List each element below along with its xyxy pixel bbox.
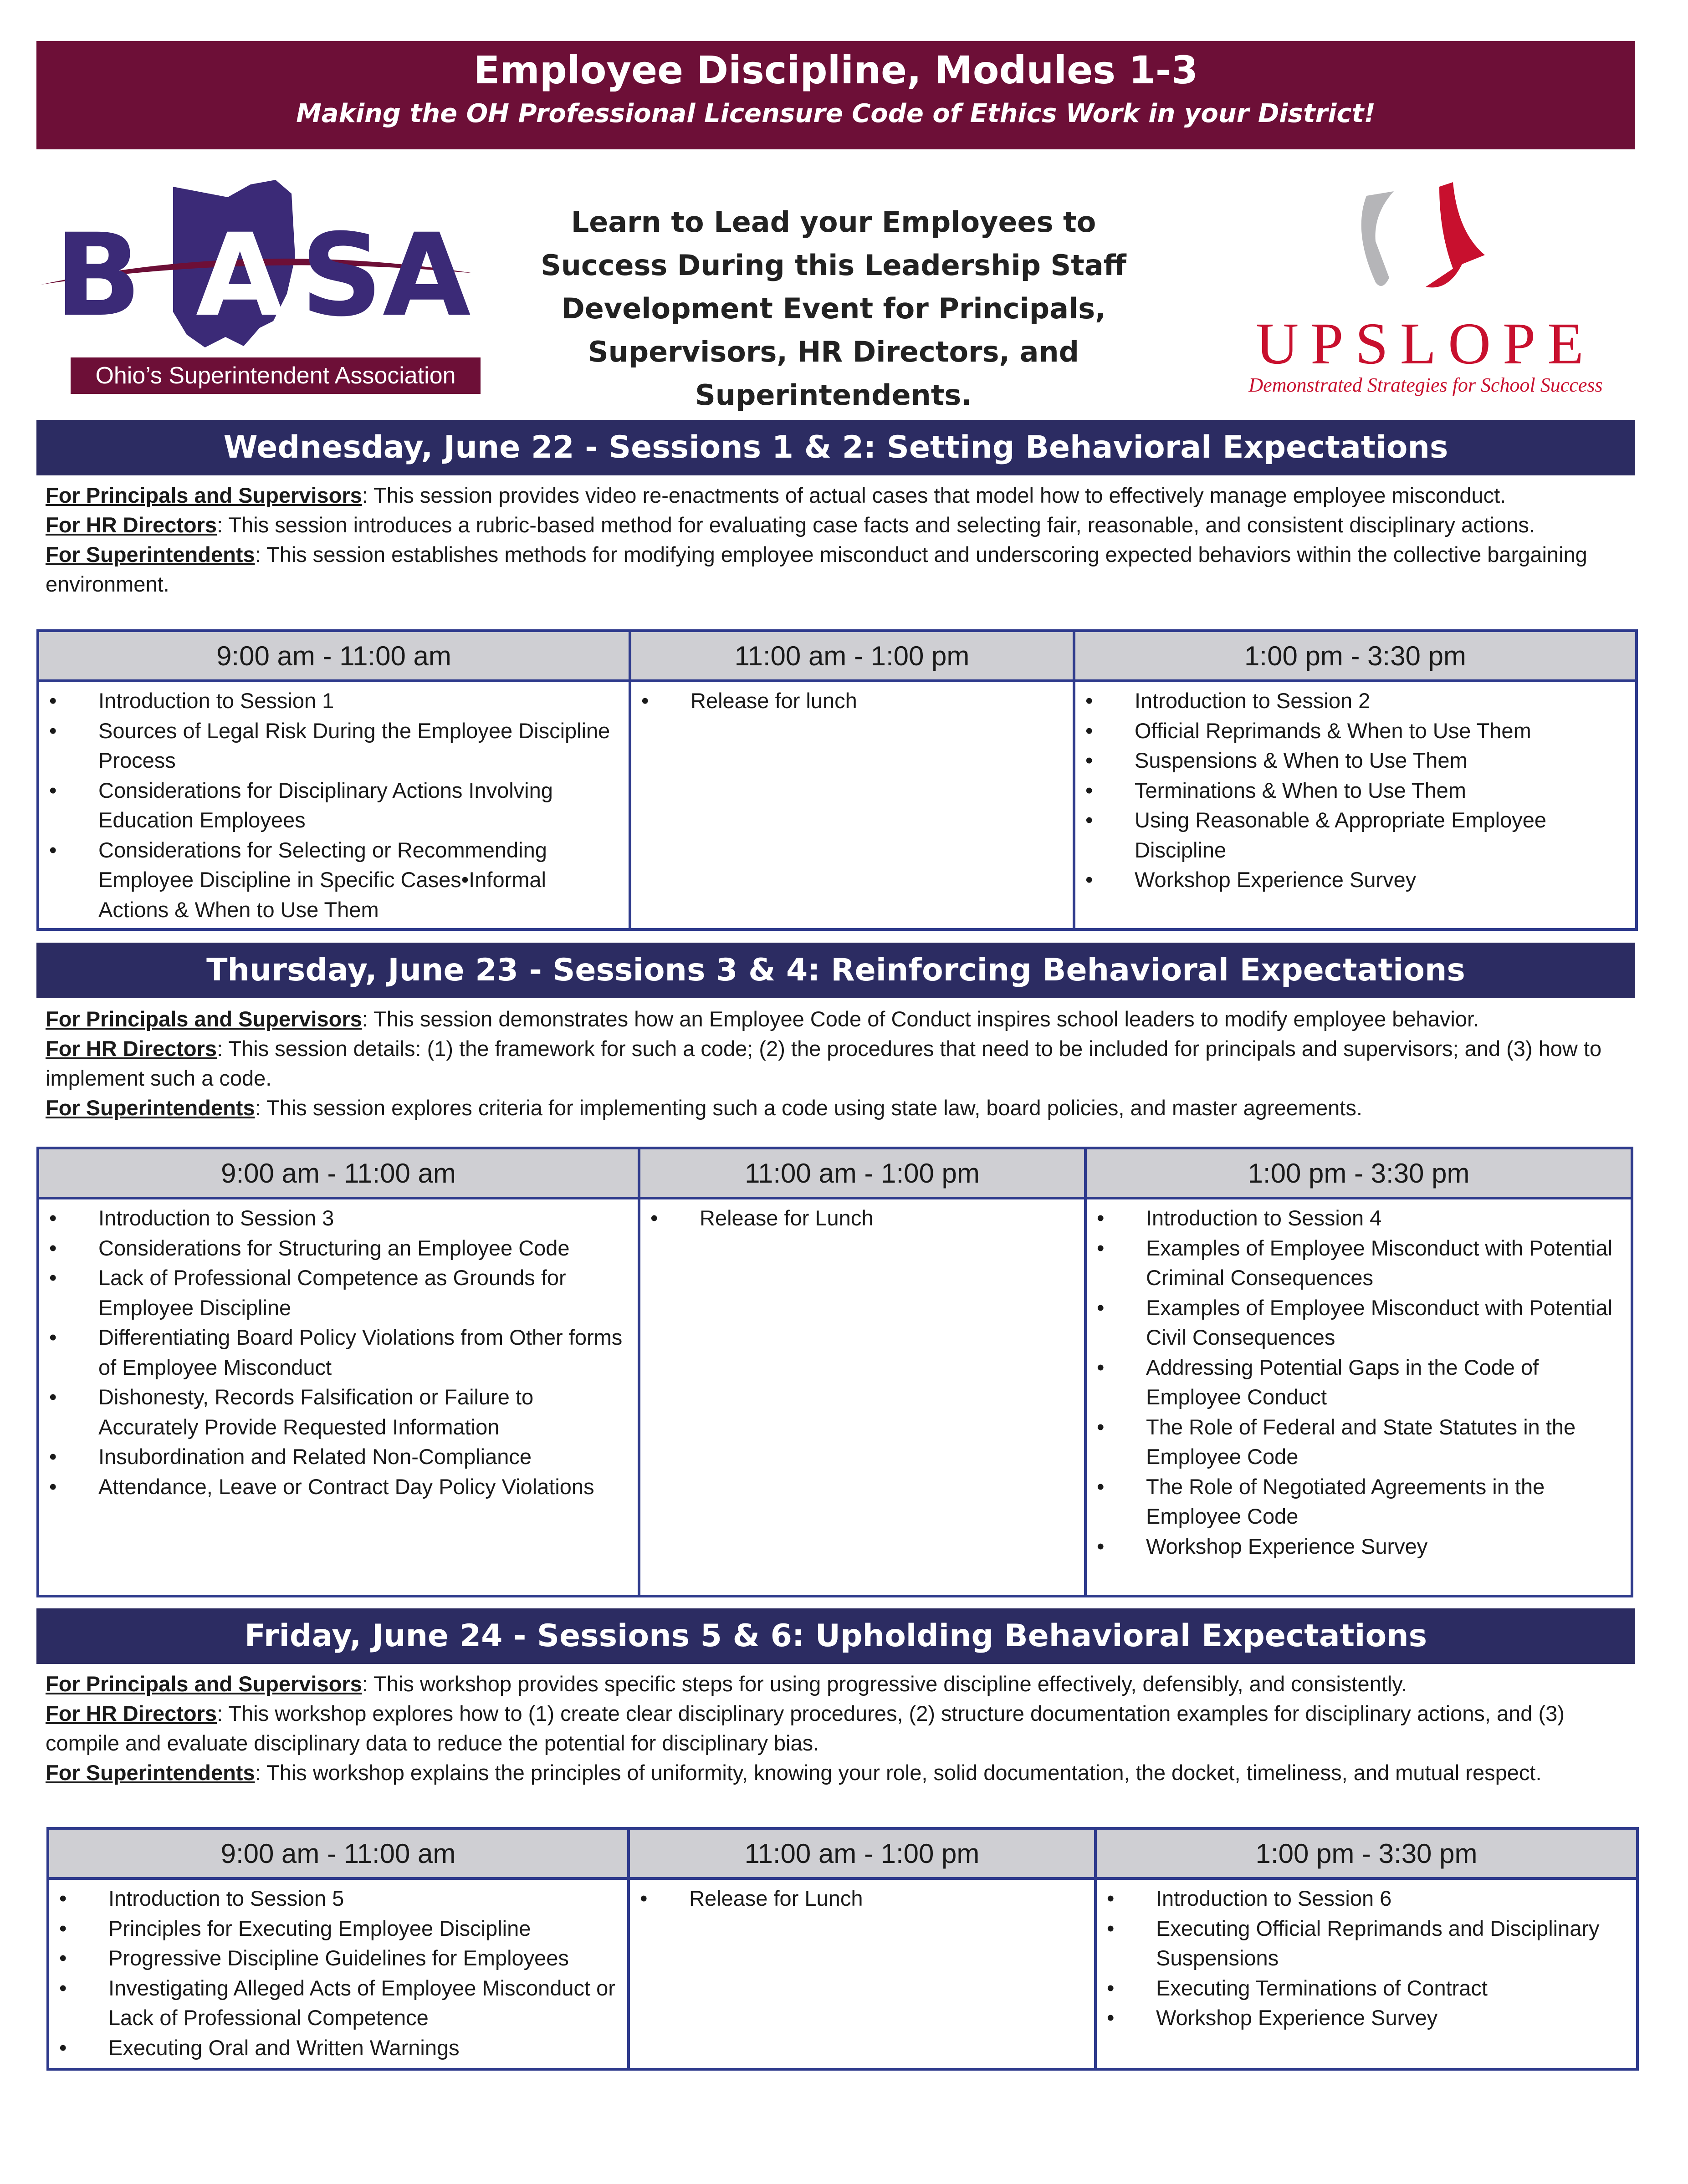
session-2-descriptions (46, 1004, 1631, 1123)
page-title: Employee Discipline, Modules 1-3 (473, 48, 1198, 92)
list-item: • Progressive Discipline Guidelines for Employees (58, 1943, 618, 1973)
list-item: • Principles for Executing Employee Discipline (58, 1914, 618, 1944)
time-header: 9:00 am - 11:00 am (38, 1148, 639, 1198)
upslope-mark-icon (1348, 178, 1494, 305)
list-item: • Workshop Experience Survey (1096, 1531, 1622, 1561)
session-2-heading: Thursday, June 23 - Sessions 3 & 4: Reinforcing Behavioral Expectations (36, 943, 1635, 998)
time-header: 11:00 am - 1:00 pm (630, 631, 1074, 681)
description-text: This session provides video re-enactments of actual cases that model how to effectively manage employee misconduct. (373, 483, 1506, 507)
time-header: 1:00 pm - 3:30 pm (1095, 1828, 1637, 1878)
session-1-descriptions (46, 480, 1631, 599)
list-item: • Dishonesty, Records Falsification or Failure to Accurately Provide Requested Information (48, 1382, 629, 1442)
role-label: For Principals and Supervisors (46, 1672, 362, 1696)
list-item: • Examples of Employee Misconduct with Potential Civil Consequences (1096, 1293, 1622, 1352)
list-item: • Introduction to Session 3 (48, 1203, 629, 1233)
list-item: • Sources of Legal Risk During the Employee Discipline Process (48, 716, 619, 776)
list-item: • Considerations for Disciplinary Actions Involving Education Employees (48, 776, 619, 835)
intro-text: Learn to Lead your Employees to Success During this Leadership Staff Development Event for Principals, Supervisors, HR Directors, and Superintendents. (541, 205, 1126, 412)
list-item: • Executing Oral and Written Warnings (58, 2033, 618, 2063)
list-item: • Addressing Potential Gaps in the Code of Employee Conduct (1096, 1352, 1622, 1412)
title-banner (36, 41, 1635, 149)
role-label: For Superintendents (46, 1760, 255, 1785)
list-item: • Release for Lunch (639, 1883, 1085, 1914)
role-label: For Superintendents (46, 542, 255, 566)
list-item: • Lack of Professional Competence as Grounds for Employee Discipline (48, 1263, 629, 1322)
role-label: For Superintendents (46, 1096, 255, 1120)
schedule-cell (1074, 681, 1637, 929)
list-item: • Insubordination and Related Non-Compliance (48, 1442, 629, 1472)
list-item: • Introduction to Session 2 (1084, 686, 1626, 716)
role-label: For HR Directors (46, 513, 217, 537)
basa-logo (36, 175, 483, 408)
session-1-schedule-table (36, 629, 1638, 931)
description-row: For Principals and Supervisors: This session demonstrates how an Employee Code of Conduct inspires school leaders to modify employee behavior. (46, 1007, 1479, 1031)
description-text: This workshop provides specific steps for using progressive discipline effectively, defensibly, and consistently. (373, 1672, 1407, 1696)
description-text: This session establishes methods for modifying employee misconduct and underscoring expected behaviors within the collective bargaining environment. (46, 542, 1587, 596)
session-1-heading: Wednesday, June 22 - Sessions 1 & 2: Setting Behavioral Expectations (36, 420, 1635, 475)
list-item: • Release for lunch (640, 686, 1064, 716)
list-item: • Introduction to Session 5 (58, 1883, 618, 1914)
description-text: This workshop explores how to (1) create clear disciplinary procedures, (2) structure documentation examples for disciplinary actions, and (3) compile and evaluate disciplinary data to reduce the potential for disciplinary bias. (46, 1701, 1565, 1755)
description-text: This workshop explains the principles of uniformity, knowing your role, solid documentation, the docket, timeliness, and mutual respect. (266, 1760, 1542, 1785)
description-text: This session introduces a rubric-based method for evaluating case facts and selecting fair, reasonable, and consistent disciplinary actions. (228, 513, 1535, 537)
description-row: For Principals and Supervisors: This session provides video re-enactments of actual cases that model how to effectively manage employee misconduct. (46, 483, 1506, 507)
basa-tagline: Ohio’s Superintendent Association (71, 357, 481, 394)
upslope-tagline: Demonstrated Strategies for School Success (1248, 374, 1603, 396)
description-row: For HR Directors: This session details: (1) the framework for such a code; (2) the procedures that need to be included for principals and supervisors; and (3) how to implement such a code. (46, 1036, 1602, 1090)
list-item: • Executing Terminations of Contract (1106, 1973, 1627, 2003)
schedule-cell (1085, 1198, 1632, 1596)
time-header: 1:00 pm - 3:30 pm (1074, 631, 1637, 681)
list-item: • Workshop Experience Survey (1084, 865, 1626, 895)
time-header: 11:00 am - 1:00 pm (629, 1828, 1095, 1878)
list-item: • Workshop Experience Survey (1106, 2003, 1627, 2033)
list-item: • The Role of Federal and State Statutes in the Employee Code (1096, 1412, 1622, 1472)
list-item: • Attendance, Leave or Contract Day Policy Violations (48, 1472, 629, 1502)
basa-letter-a: A (196, 209, 284, 342)
time-header: 11:00 am - 1:00 pm (639, 1148, 1085, 1198)
session-2-schedule-table (36, 1147, 1633, 1597)
schedule-cell (1095, 1878, 1637, 2069)
description-text: This session demonstrates how an Employee Code of Conduct inspires school leaders to modify employee behavior. (373, 1007, 1479, 1031)
time-header: 1:00 pm - 3:30 pm (1085, 1148, 1632, 1198)
list-item: • Introduction to Session 6 (1106, 1883, 1627, 1914)
list-item: • Considerations for Selecting or Recommending Employee Discipline in Specific Cases•Informal Actions & When to Use Them (48, 835, 619, 925)
schedule-cell (38, 681, 630, 929)
list-item: • Investigating Alleged Acts of Employee Misconduct or Lack of Professional Competence (58, 1973, 618, 2033)
basa-letter-b: B (55, 209, 142, 342)
session-3-descriptions (46, 1669, 1631, 1787)
list-item: • Examples of Employee Misconduct with Potential Criminal Consequences (1096, 1233, 1622, 1293)
role-label: For HR Directors (46, 1701, 217, 1725)
schedule-cell (630, 681, 1074, 929)
description-row: For Superintendents: This workshop explains the principles of uniformity, knowing your role, solid documentation, the docket, timeliness, and mutual respect. (46, 1760, 1542, 1785)
description-row: For HR Directors: This session introduces a rubric-based method for evaluating case facts and selecting fair, reasonable, and consistent disciplinary actions. (46, 513, 1535, 537)
list-item: • Differentiating Board Policy Violations from Other forms of Employee Misconduct (48, 1322, 629, 1382)
list-item: • The Role of Negotiated Agreements in the Employee Code (1096, 1472, 1622, 1531)
time-header: 9:00 am - 11:00 am (48, 1828, 629, 1878)
upslope-logo (1230, 173, 1603, 410)
upslope-wordmark: UPSLOPE (1256, 311, 1596, 377)
list-item: • Introduction to Session 4 (1096, 1203, 1622, 1233)
role-label: For HR Directors (46, 1036, 217, 1061)
session-3-heading: Friday, June 24 - Sessions 5 & 6: Upholding Behavioral Expectations (36, 1608, 1635, 1664)
list-item: • Suspensions & When to Use Them (1084, 745, 1626, 776)
description-row: For Superintendents: This session establishes methods for modifying employee misconduct and underscoring expected behaviors within the collective bargaining environment. (46, 542, 1587, 596)
schedule-cell (639, 1198, 1085, 1596)
schedule-cell (38, 1198, 639, 1596)
list-item: • Introduction to Session 1 (48, 686, 619, 716)
list-item: • Release for Lunch (650, 1203, 1075, 1233)
time-header: 9:00 am - 11:00 am (38, 631, 630, 681)
schedule-cell (48, 1878, 629, 2069)
description-text: This session details: (1) the framework for such a code; (2) the procedures that need to be included for principals and supervisors; and (3) how to implement such a code. (46, 1036, 1602, 1090)
list-item: • Considerations for Structuring an Employee Code (48, 1233, 629, 1263)
description-row: For HR Directors: This workshop explores how to (1) create clear disciplinary procedures, (2) structure documentation examples for disciplinary actions, and (3) compile and evaluate disciplinary data to reduce the potential for disciplinary bias. (46, 1701, 1565, 1755)
description-row: For Superintendents: This session explores criteria for implementing such a code using state law, board policies, and master agreements. (46, 1096, 1362, 1120)
description-text: This session explores criteria for implementing such a code using state law, board policies, and master agreements. (266, 1096, 1362, 1120)
schedule-cell (629, 1878, 1095, 2069)
page-subtitle: Making the OH Professional Licensure Code of Ethics Work in your District! (296, 99, 1376, 128)
session-3-schedule-table (46, 1827, 1639, 2071)
list-item: • Using Reasonable & Appropriate Employee Discipline (1084, 805, 1626, 865)
role-label: For Principals and Supervisors (46, 483, 362, 507)
description-row: For Principals and Supervisors: This workshop provides specific steps for using progressive discipline effectively, defensibly, and consistently. (46, 1672, 1407, 1696)
basa-letters-sa: SA (301, 209, 471, 342)
list-item: • Official Reprimands & When to Use Them (1084, 716, 1626, 746)
role-label: For Principals and Supervisors (46, 1007, 362, 1031)
list-item: • Terminations & When to Use Them (1084, 776, 1626, 806)
list-item: • Executing Official Reprimands and Disciplinary Suspensions (1106, 1914, 1627, 1973)
